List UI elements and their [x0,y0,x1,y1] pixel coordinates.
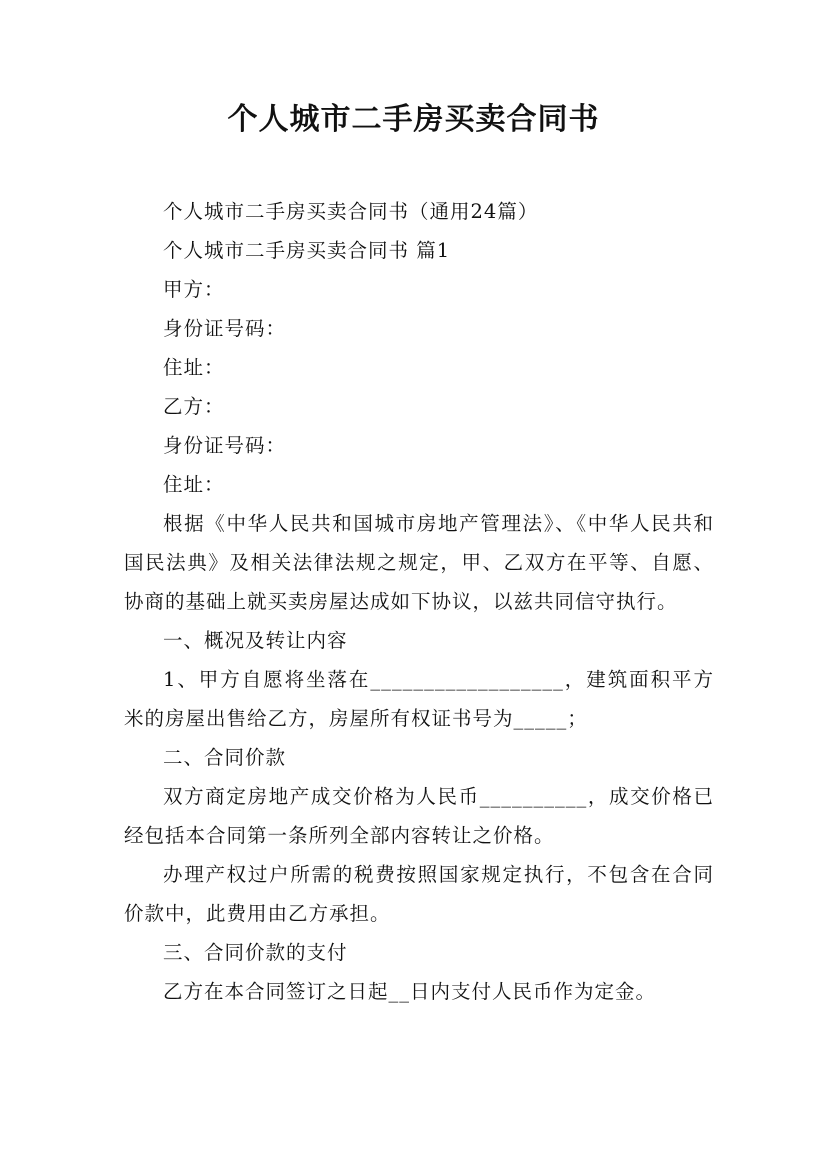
party-b-label: 乙方： [163,395,225,418]
clause-taxes: 办理产权过户所需的税费按照国家规定执行，不包含在合同价款中，此费用由乙方承担。 [124,863,714,925]
paragraph-preamble: 根据《中华人民共和国城市房地产管理法》、《中华人民共和国民法典》及相关法律法规之规定，甲、乙双方在平等、自愿、协商的基础上就买卖房屋达成如下协议，以兹共同信守执行。 [124,512,714,613]
clause-property-location: 1、甲方自愿将坐落在__________________，建筑面积平方米的房屋出售给乙方，房屋所有权证书号为_____； [124,668,714,730]
paragraph-section-heading: 个人城市二手房买卖合同书 篇1 [163,239,451,262]
document-title: 个人城市二手房买卖合同书 [227,102,600,137]
heading-overview: 一、概况及转让内容 [163,629,348,652]
party-a-address-label: 住址： [163,356,225,379]
clause-price: 双方商定房地产成交价格为人民币__________，成交价格已经包括本合同第一条所列全部内容转让之价格。 [124,785,714,847]
party-a-label: 甲方： [163,278,225,301]
heading-payment: 三、合同价款的支付 [163,941,348,964]
heading-contract-price: 二、合同价款 [163,746,287,769]
document-body [124,192,714,1011]
party-a-id-label: 身份证号码： [163,317,287,340]
clause-deposit: 乙方在本合同签订之日起__日内支付人民币作为定金。 [163,980,657,1003]
paragraph-subtitle: 个人城市二手房买卖合同书（通用24篇） [163,200,539,223]
party-b-id-label: 身份证号码： [163,434,287,457]
party-b-address-label: 住址： [163,473,225,496]
